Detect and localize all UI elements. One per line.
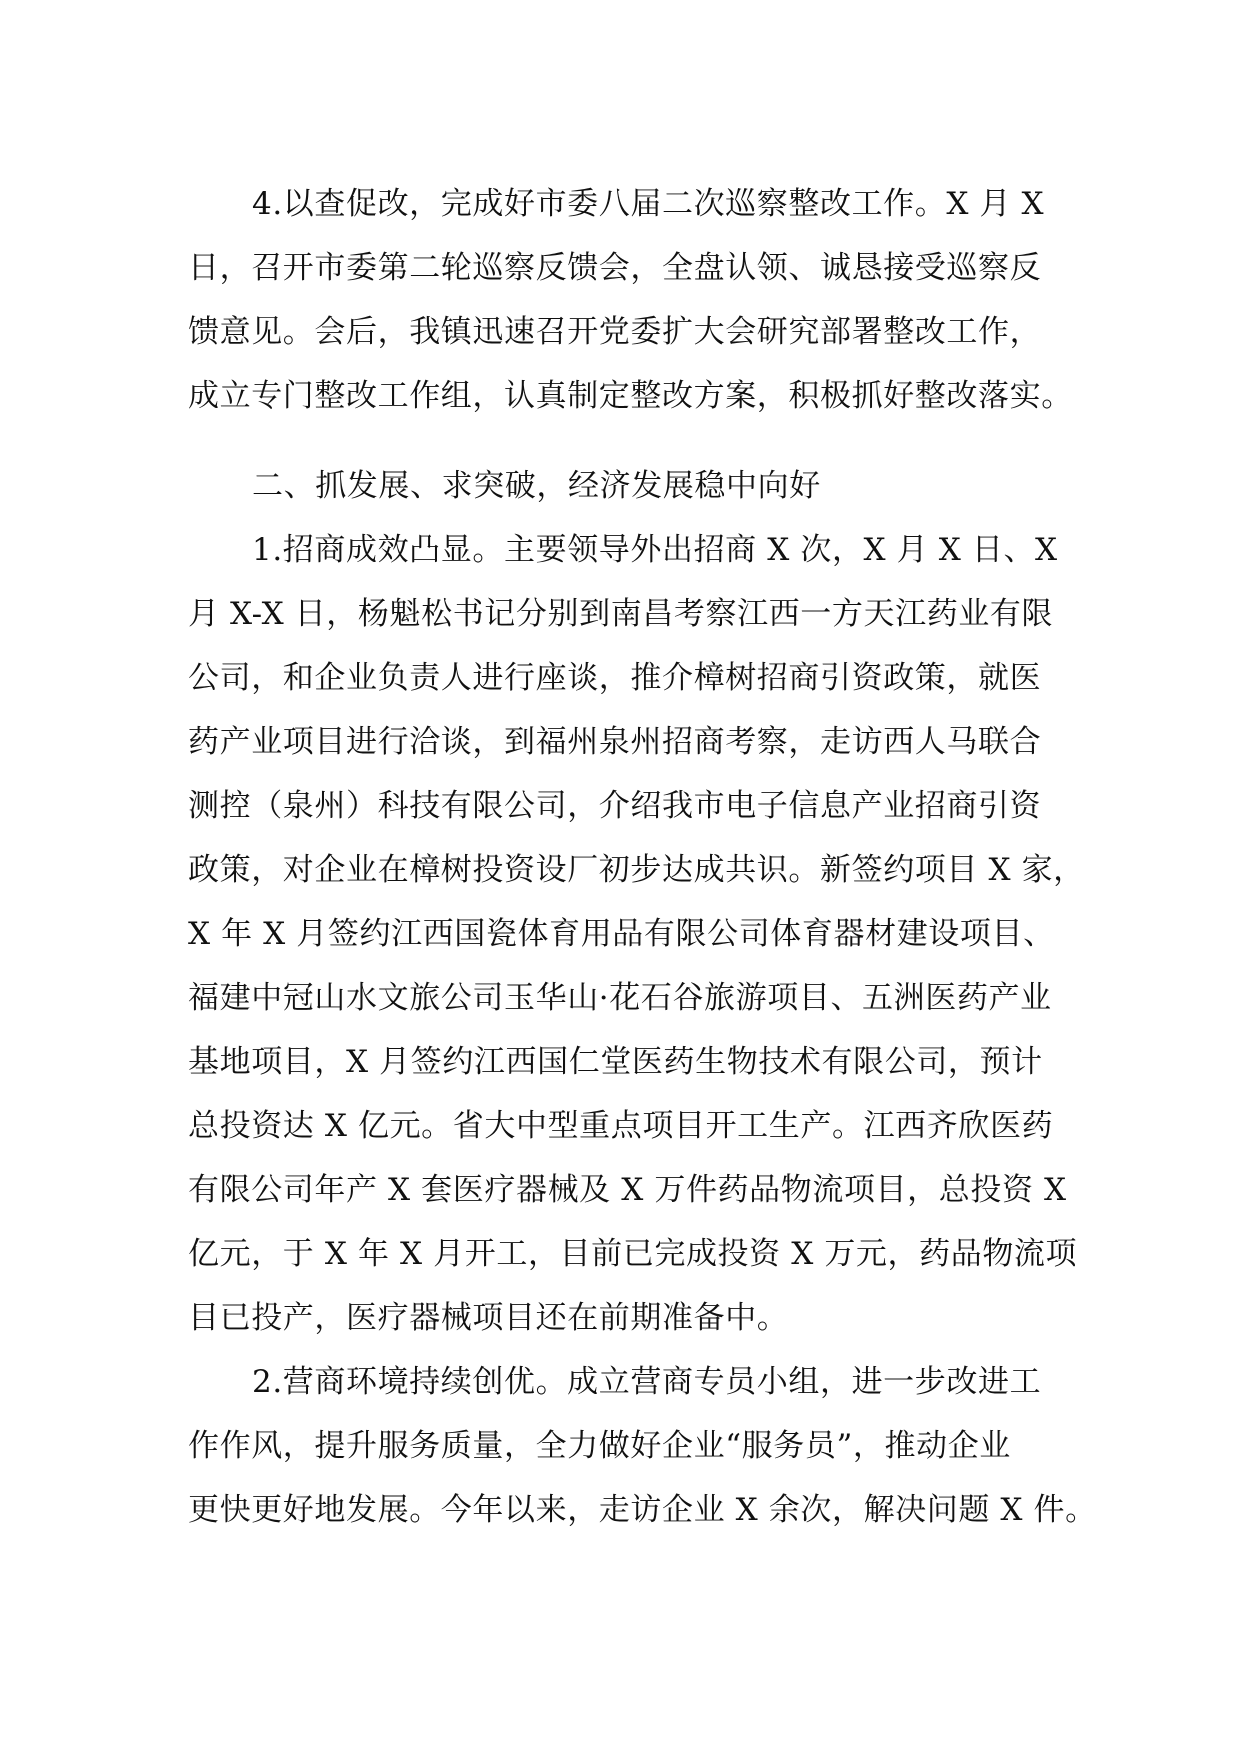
paragraph-line: 更快更好地发展。今年以来，走访企业 X 余次，解决问题 X 件。 [188,1492,1097,1528]
section-heading-text: 二、抓发展、求突破，经济发展稳中向好 [252,468,821,504]
paragraph-line: 成立专门整改工作组，认真制定整改方案，积极抓好整改落实。 [188,378,1073,414]
paragraph-inspection-rectification [188,172,1088,428]
paragraph-line: 药产业项目进行洽谈，到福州泉州招商考察，走访西人马联合 [188,724,1042,760]
paragraph-line: 福建中冠山水文旅公司玉华山·花石谷旅游项目、五洲医药产业 [188,980,1052,1016]
paragraph-line: 月 X-X 日，杨魁松书记分别到南昌考察江西一方天江药业有限 [188,596,1054,632]
paragraph-line: 2.营商环境持续创优。成立营商专员小组，进一步改进工 [252,1364,1042,1400]
paragraph-line: 公司，和企业负责人进行座谈，推介樟树招商引资政策，就医 [188,660,1042,696]
paragraph-line: 4.以查促改，完成好市委八届二次巡察整改工作。X 月 X [252,186,1045,222]
paragraph-spacer [188,428,1088,454]
paragraph-investment [188,518,1088,1350]
paragraph-line: 作作风，提升服务质量，全力做好企业“服务员”，推动企业 [188,1428,1011,1464]
paragraph-line: 基地项目，X 月签约江西国仁堂医药生物技术有限公司，预计 [188,1044,1043,1080]
paragraph-line: 目已投产，医疗器械项目还在前期准备中。 [188,1300,789,1336]
document-body [188,172,1097,1542]
paragraph-business-environment [188,1350,1097,1542]
paragraph-line: X 年 X 月签约江西国瓷体育用品有限公司体育器材建设项目、 [188,916,1055,952]
paragraph-line: 馈意见。会后，我镇迅速召开党委扩大会研究部署整改工作， [188,314,1042,350]
paragraph-line: 1.招商成效凸显。主要领导外出招商 X 次，X 月 X 日、X [252,532,1058,568]
paragraph-line: 政策，对企业在樟树投资设厂初步达成共识。新签约项目 X 家， [188,852,1085,888]
paragraph-line: 亿元，于 X 年 X 月开工，目前已完成投资 X 万元，药品物流项 [188,1236,1078,1272]
section-heading [188,454,1088,518]
paragraph-line: 日，召开市委第二轮巡察反馈会，全盘认领、诚恳接受巡察反 [188,250,1042,286]
paragraph-line: 总投资达 X 亿元。省大中型重点项目开工生产。江西齐欣医药 [188,1108,1054,1144]
paragraph-line: 测控（泉州）科技有限公司，介绍我市电子信息产业招商引资 [188,788,1042,824]
paragraph-line: 有限公司年产 X 套医疗器械及 X 万件药品物流项目，总投资 X [188,1172,1067,1208]
